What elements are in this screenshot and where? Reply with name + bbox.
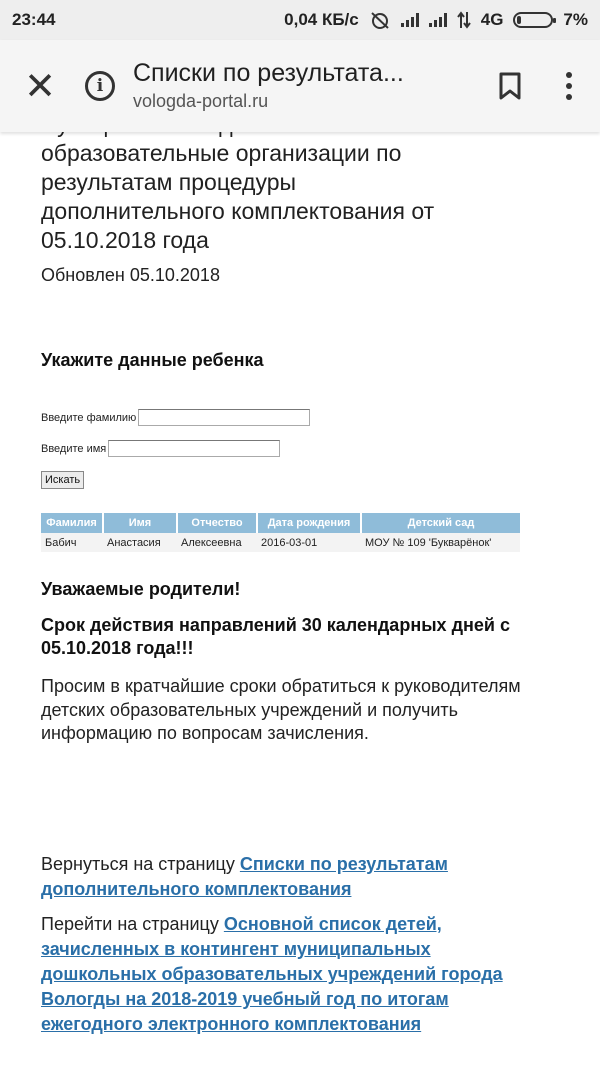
cell-surname: Бабич	[41, 533, 103, 552]
signal-icon-2	[429, 13, 447, 27]
heading-line: результатам процедуры	[41, 169, 297, 195]
network-speed: 0,04 КБ/с	[284, 10, 359, 29]
dear-parents: Уважаемые родители!	[41, 579, 241, 599]
cell-patronymic: Алексеевна	[177, 533, 257, 552]
goto-paragraph	[41, 912, 546, 1037]
signal-icon	[401, 13, 419, 27]
cell-kindergarten: МОУ № 109 'Букварёнок'	[361, 533, 520, 552]
bookmark-icon[interactable]	[482, 40, 538, 132]
heading-line: образовательные организации по	[41, 140, 402, 166]
data-transfer-icon	[457, 11, 471, 29]
table-header-row	[41, 513, 520, 533]
col-kindergarten: Детский сад	[361, 513, 520, 533]
back-paragraph	[41, 852, 546, 902]
heading-line: дополнительного комплектования от	[41, 198, 435, 224]
status-bar	[0, 0, 600, 40]
alarm-off-icon	[369, 11, 391, 29]
cell-name: Анастасия	[103, 533, 177, 552]
surname-input[interactable]	[138, 409, 310, 426]
back-prefix: Вернуться на страницу	[41, 854, 240, 874]
status-time: 23:44	[12, 10, 56, 29]
page-title: Списки по результата...	[133, 59, 404, 87]
surname-row	[41, 409, 310, 426]
col-patronymic: Отчество	[177, 513, 257, 533]
back-link[interactable]: Списки по результатам дополнительного комплектования	[41, 854, 448, 899]
cell-birthdate: 2016-03-01	[257, 533, 361, 552]
main-list-link[interactable]: Основной список детей, зачисленных в контингент муниципальных дошкольных образовательных учреждений города Вологды на 2018-2019 учебный год по итогам ежегодного электронного комплектования	[41, 914, 503, 1034]
name-input[interactable]	[108, 440, 280, 457]
col-name: Имя	[103, 513, 177, 533]
close-icon[interactable]: ✕	[24, 65, 56, 108]
updated-date: Обновлен 05.10.2018	[41, 265, 220, 285]
battery-level: 7%	[563, 10, 588, 29]
status-icons	[284, 10, 588, 30]
deadline-notice: Срок действия направлений 30 календарных дней с 05.10.2018 года!!!	[41, 615, 510, 658]
name-row	[41, 440, 280, 457]
page-title-area[interactable]	[133, 58, 482, 114]
surname-label: Введите фамилию	[41, 411, 137, 424]
page-url: vologda-portal.ru	[133, 91, 269, 111]
battery-icon	[513, 12, 553, 28]
browser-toolbar	[0, 40, 600, 132]
goto-prefix: Перейти на страницу	[41, 914, 224, 934]
name-label: Введите имя	[41, 442, 107, 455]
request-text: Просим в кратчайшие сроки обратиться к руководителям детских образовательных учреждений и получить информацию по вопросам зачисления.	[41, 676, 521, 743]
col-birthdate: Дата рождения	[257, 513, 361, 533]
child-data-title: Укажите данные ребенка	[41, 350, 264, 370]
results-table	[41, 513, 520, 552]
network-type: 4G	[480, 10, 504, 29]
heading-line: 05.10.2018 года	[41, 227, 209, 253]
search-button[interactable]: Искать	[41, 471, 84, 489]
more-vert-icon[interactable]	[538, 40, 600, 132]
table-row	[41, 533, 520, 552]
info-icon[interactable]: i	[80, 40, 120, 132]
col-surname: Фамилия	[41, 513, 103, 533]
